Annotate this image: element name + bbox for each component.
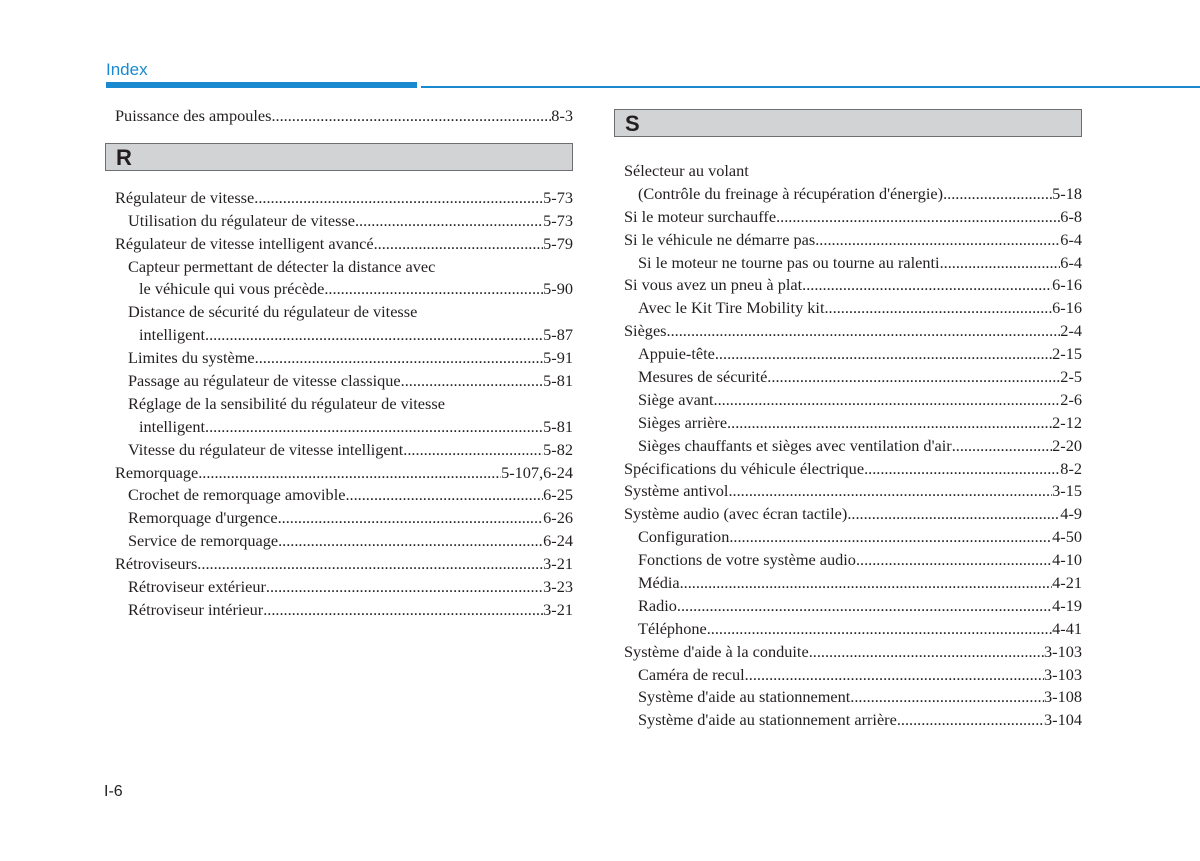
index-entry <box>115 347 573 370</box>
entry-page-ref: 5-79 <box>543 233 573 253</box>
dot-leader <box>324 278 543 301</box>
entry-text: Remorquage <box>115 462 199 482</box>
index-entry <box>624 595 1082 618</box>
dot-leader <box>271 105 551 128</box>
dot-leader <box>374 233 544 256</box>
dot-leader <box>824 297 1052 320</box>
entry-page-ref: 3-108 <box>1044 687 1082 707</box>
entry-page-ref: 6-25 <box>543 485 573 505</box>
index-entry <box>624 229 1082 252</box>
dot-leader <box>707 618 1052 641</box>
dot-leader <box>263 599 543 622</box>
index-entry <box>624 252 1082 275</box>
dot-leader <box>680 572 1053 595</box>
dot-leader <box>677 595 1052 618</box>
index-entry <box>624 297 1082 320</box>
entry-text: Passage au régulateur de vitesse classique <box>128 371 401 391</box>
dot-leader <box>847 503 1060 526</box>
entry-page-ref: 6-26 <box>543 508 573 528</box>
index-entry <box>115 105 573 128</box>
entry-page-ref: 5-73 <box>543 210 573 230</box>
entry-text: Sièges <box>624 321 667 341</box>
entry-text: Radio <box>638 595 677 615</box>
entry-text: Puissance des ampoules <box>115 106 272 125</box>
pre-entries <box>115 105 573 128</box>
entry-text: Crochet de remorquage amovible <box>128 485 346 505</box>
index-entry <box>624 664 1082 687</box>
letter-heading-s: S <box>614 109 1082 137</box>
entry-text: Si le moteur ne tourne pas ou tourne au ralenti <box>638 252 940 272</box>
entry-text: le véhicule qui vous précède <box>139 279 325 299</box>
dot-leader <box>809 641 1044 664</box>
dot-leader <box>802 274 1052 297</box>
index-entry <box>624 458 1082 481</box>
entry-page-ref: 5-81 <box>543 416 573 436</box>
entry-text: Limites du système <box>128 348 255 368</box>
index-entry <box>115 599 573 622</box>
entry-text: Mesures de sécurité <box>638 367 768 387</box>
dot-leader <box>255 347 544 370</box>
entry-page-ref: 5-81 <box>543 371 573 391</box>
entry-page-ref: 5-73 <box>543 187 573 207</box>
entry-text: Si le véhicule ne démarre pas <box>624 229 816 249</box>
dot-leader <box>278 507 544 530</box>
entry-text: Rétroviseurs <box>115 554 198 574</box>
index-entry <box>624 366 1082 389</box>
entry-text: Système d'aide à la conduite <box>624 641 809 661</box>
entry-page-ref: 5-107,6-24 <box>501 462 573 482</box>
entry-text: Avec le Kit Tire Mobility kit <box>638 298 825 318</box>
entry-page-ref: 4-41 <box>1052 618 1082 638</box>
entry-text: Sélecteur au volant <box>624 161 749 180</box>
entry-page-ref: 3-21 <box>543 554 573 574</box>
index-entry <box>115 187 573 210</box>
index-entry <box>115 233 573 256</box>
entry-text: Capteur permettant de détecter la distance avec <box>128 256 436 276</box>
entry-text: Distance de sécurité du régulateur de vitesse <box>128 302 418 322</box>
entry-text: Système d'aide au stationnement arrière <box>638 710 897 730</box>
entry-text: Si vous avez un pneu à plat <box>624 275 803 295</box>
dot-leader <box>943 183 1052 206</box>
dot-leader <box>815 229 1060 252</box>
index-entry <box>624 641 1082 664</box>
entry-page-ref: 4-10 <box>1052 550 1082 570</box>
entry-text: Spécifications du véhicule électrique <box>624 458 865 478</box>
entry-text: Remorquage d'urgence <box>128 508 278 528</box>
entry-page-ref: 2-5 <box>1060 367 1082 387</box>
entry-text: Appuie-tête <box>638 344 715 364</box>
entry-page-ref: 6-4 <box>1060 229 1082 249</box>
dot-leader <box>345 484 543 507</box>
entry-page-ref: 6-8 <box>1060 206 1082 226</box>
dot-leader <box>728 480 1052 503</box>
entries-s <box>624 160 1082 732</box>
dot-leader <box>940 252 1061 275</box>
index-entry <box>624 389 1082 412</box>
dot-leader <box>205 324 543 347</box>
index-entry <box>624 206 1082 229</box>
entry-page-ref: 5-87 <box>543 325 573 345</box>
letter-heading-r: R <box>105 143 573 171</box>
dot-leader <box>714 389 1061 412</box>
entry-page-ref: 3-103 <box>1044 641 1082 661</box>
entry-text: Rétroviseur extérieur <box>128 577 266 597</box>
index-entry <box>115 278 573 301</box>
index-entry <box>115 393 573 416</box>
index-entry <box>115 301 573 324</box>
dot-leader <box>729 526 1052 549</box>
index-entry <box>115 210 573 233</box>
index-entry <box>624 549 1082 572</box>
index-entry <box>624 320 1082 343</box>
entry-page-ref: 2-12 <box>1052 412 1082 432</box>
dot-leader <box>767 366 1060 389</box>
entry-page-ref: 2-15 <box>1052 344 1082 364</box>
entry-page-ref: 2-6 <box>1060 389 1082 409</box>
entry-text: (Contrôle du freinage à récupération d'énergie) <box>638 183 944 203</box>
entry-text: Vitesse du régulateur de vitesse intelligent <box>128 439 404 459</box>
entry-page-ref: 3-15 <box>1052 481 1082 501</box>
entry-text: Système audio (avec écran tactile) <box>624 504 848 524</box>
dot-leader <box>715 343 1052 366</box>
index-entry <box>624 412 1082 435</box>
entry-text: Caméra de recul <box>638 664 745 684</box>
entry-page-ref: 5-91 <box>543 348 573 368</box>
entry-text: Utilisation du régulateur de vitesse <box>128 210 355 230</box>
entry-page-ref: 3-21 <box>543 599 573 619</box>
dot-leader <box>278 530 543 553</box>
entry-text: Rétroviseur intérieur <box>128 599 264 619</box>
entries-r <box>115 187 573 622</box>
dot-leader <box>197 553 543 576</box>
entry-page-ref: 6-16 <box>1052 275 1082 295</box>
index-entry <box>624 572 1082 595</box>
entry-text: Régulateur de vitesse <box>115 187 255 207</box>
index-entry <box>115 553 573 576</box>
entry-page-ref: 2-4 <box>1060 321 1082 341</box>
dot-leader <box>745 664 1044 687</box>
index-entry <box>624 435 1082 458</box>
entry-text: Service de remorquage <box>128 531 279 551</box>
index-entry <box>115 507 573 530</box>
entry-page-ref: 5-82 <box>543 439 573 459</box>
entry-text: Sièges chauffants et sièges avec ventilation d'air <box>638 435 952 455</box>
index-entry <box>115 370 573 393</box>
entry-page-ref: 6-24 <box>543 531 573 551</box>
index-entry <box>624 343 1082 366</box>
dot-leader <box>727 412 1052 435</box>
index-column-right <box>624 106 1082 732</box>
dot-leader <box>401 370 544 393</box>
dot-leader <box>254 187 543 210</box>
entry-text: intelligent <box>139 416 206 436</box>
entry-page-ref: 5-90 <box>543 279 573 299</box>
index-entry <box>624 160 1082 183</box>
entry-text: Média <box>638 573 680 593</box>
entry-text: Siège avant <box>638 389 714 409</box>
entry-text: Configuration <box>638 527 730 547</box>
entry-text: Système d'aide au stationnement <box>638 687 851 707</box>
entry-text: Si le moteur surchauffe <box>624 206 777 226</box>
entry-page-ref: 8-3 <box>551 106 573 125</box>
dot-leader <box>864 458 1060 481</box>
entry-text: intelligent <box>139 325 206 345</box>
index-entry <box>115 439 573 462</box>
index-entry <box>624 709 1082 732</box>
entry-text: Fonctions de votre système audio <box>638 550 856 570</box>
page-number: I-6 <box>104 783 123 800</box>
section-title: Index <box>106 60 148 79</box>
index-entry <box>624 274 1082 297</box>
dot-leader <box>205 416 543 439</box>
index-entry <box>624 686 1082 709</box>
dot-leader <box>850 686 1044 709</box>
entry-page-ref: 5-18 <box>1052 183 1082 203</box>
dot-leader <box>897 709 1044 732</box>
index-entry <box>115 530 573 553</box>
dot-leader <box>856 549 1052 572</box>
index-entry <box>115 256 573 279</box>
dot-leader <box>952 435 1052 458</box>
dot-leader <box>266 576 543 599</box>
entry-text: Système antivol <box>624 481 729 501</box>
entry-page-ref: 8-2 <box>1060 458 1082 478</box>
entry-page-ref: 3-104 <box>1044 710 1082 730</box>
header-rule <box>421 86 1200 88</box>
index-entry <box>115 462 573 485</box>
entry-page-ref: 2-20 <box>1052 435 1082 455</box>
dot-leader <box>667 320 1061 343</box>
index-entry <box>624 480 1082 503</box>
entry-text: Régulateur de vitesse intelligent avancé <box>115 233 374 253</box>
index-entry <box>115 324 573 347</box>
entry-page-ref: 4-21 <box>1052 573 1082 593</box>
index-column-left <box>115 105 573 622</box>
entry-text: Téléphone <box>638 618 707 638</box>
index-entry <box>624 503 1082 526</box>
entry-page-ref: 6-16 <box>1052 298 1082 318</box>
entry-page-ref: 4-50 <box>1052 527 1082 547</box>
dot-leader <box>198 462 501 485</box>
index-entry <box>115 484 573 507</box>
index-entry <box>115 576 573 599</box>
entry-text: Réglage de la sensibilité du régulateur de vitesse <box>128 393 445 413</box>
header-accent-bar <box>106 82 417 88</box>
dot-leader <box>403 439 543 462</box>
entry-page-ref: 3-103 <box>1044 664 1082 684</box>
entry-page-ref: 6-4 <box>1060 252 1082 272</box>
entry-page-ref: 4-9 <box>1060 504 1082 524</box>
entry-page-ref: 3-23 <box>543 577 573 597</box>
index-entry <box>624 618 1082 641</box>
dot-leader <box>355 210 543 233</box>
entry-page-ref: 4-19 <box>1052 595 1082 615</box>
index-entry <box>624 526 1082 549</box>
dot-leader <box>776 206 1060 229</box>
index-entry <box>624 183 1082 206</box>
index-entry <box>115 416 573 439</box>
entry-text: Sièges arrière <box>638 412 728 432</box>
